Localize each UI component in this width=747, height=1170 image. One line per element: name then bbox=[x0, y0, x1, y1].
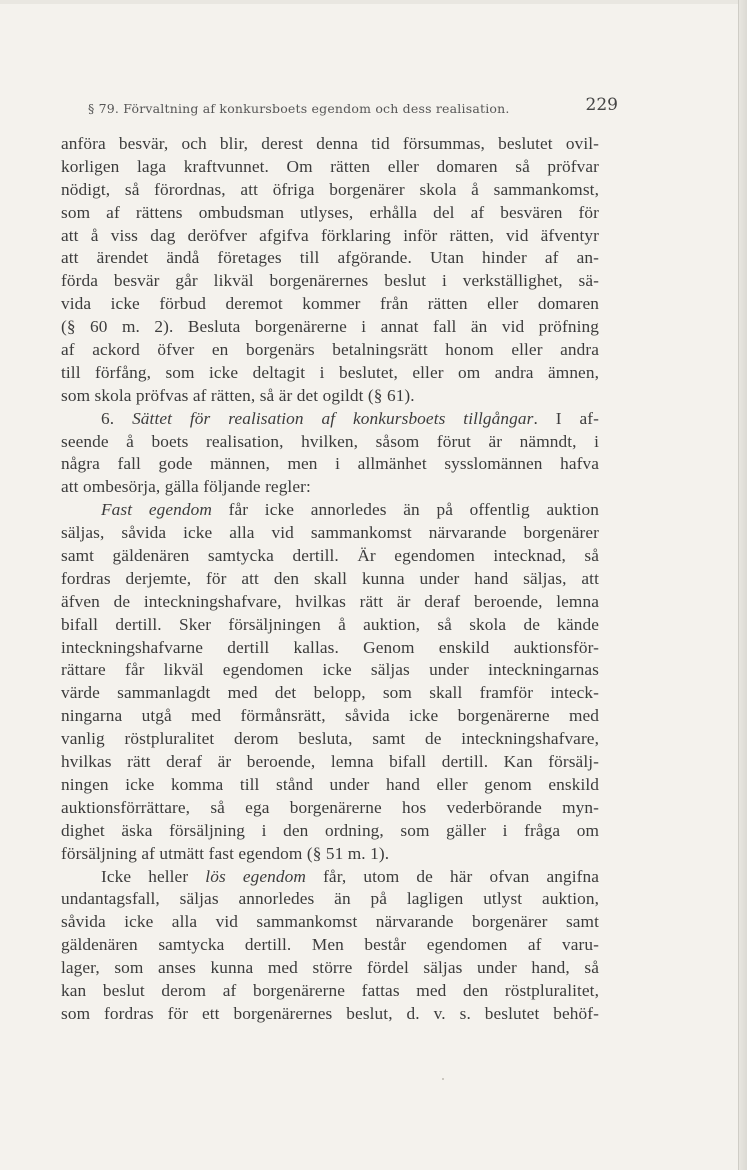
text-run: säljas, såvida icke alla vid sammankomst närvarande borgenärer bbox=[61, 523, 599, 543]
body-text bbox=[61, 133, 599, 1026]
text-run: försäljning af utmätt fast egendom (§ 51 m. 1). bbox=[61, 843, 390, 863]
text-run: lager, som anses kunna med större fördel säljas under hand, så bbox=[61, 958, 599, 978]
text-line bbox=[61, 545, 599, 568]
text-run: hvilkas rätt deraf är beroende, lemna bifall dertill. Kan försälj- bbox=[61, 752, 599, 772]
text-line bbox=[61, 797, 599, 820]
text-run: till förfång, som icke deltagit i beslutet, eller om andra ämnen, bbox=[61, 362, 599, 382]
text-line bbox=[61, 843, 599, 866]
text-line bbox=[61, 408, 599, 431]
text-run: rättare får likväl egendomen icke säljas under inteckningarnas bbox=[61, 660, 599, 680]
text-line bbox=[61, 293, 599, 316]
page-number: 229 bbox=[585, 95, 618, 115]
text-run: seende å boets realisation, hvilken, såsom förut är nämndt, i bbox=[61, 431, 599, 451]
text-line bbox=[61, 270, 599, 293]
text-line bbox=[61, 888, 599, 911]
text-line bbox=[61, 339, 599, 362]
text-run: dighet äska försäljning i den ordning, som gäller i fråga om bbox=[61, 820, 599, 840]
text-run: gäldenären samtycka dertill. Men består egendomen af varu- bbox=[61, 935, 599, 955]
text-run: undantagsfall, säljas annorledes än på lagligen utlyst auktion, bbox=[61, 889, 599, 909]
text-line bbox=[61, 728, 599, 751]
text-run: får icke annorledes än på offentlig auktion bbox=[211, 500, 599, 520]
text-run: kan beslut derom af borgenärerne fattas med den röstpluralitet, bbox=[61, 980, 599, 1000]
text-line bbox=[61, 774, 599, 797]
text-run: 6. bbox=[101, 408, 133, 428]
text-run: förda besvär går likväl borgenärernes beslut i verkställighet, sä- bbox=[61, 271, 599, 291]
text-line bbox=[61, 751, 599, 774]
text-run: bifall dertill. Sker försäljningen å auktion, så skola de kände bbox=[61, 614, 599, 634]
text-run: korligen laga kraftvunnet. Om rätten eller domaren så pröfvar bbox=[61, 156, 599, 176]
text-line bbox=[61, 866, 599, 889]
text-line bbox=[61, 522, 599, 545]
text-run: såvida icke alla vid sammankomst närvarande borgenärer samt bbox=[61, 912, 599, 932]
text-run: vanlig röstpluralitet derom besluta, samt de inteckningshafvare, bbox=[61, 729, 599, 749]
page-right-edge bbox=[738, 0, 747, 1170]
text-line bbox=[61, 637, 599, 660]
text-run: Icke heller bbox=[101, 866, 206, 886]
text-line bbox=[61, 453, 599, 476]
italic-phrase: lös egendom bbox=[205, 866, 306, 886]
text-run: äfven de inteckningshafvare, hvilkas rätt är deraf beroende, lemna bbox=[61, 591, 599, 611]
running-header bbox=[88, 95, 618, 123]
text-line bbox=[61, 499, 599, 522]
text-run: får, utom de här ofvan angifna bbox=[305, 866, 599, 886]
text-run: några fall gode männen, men i allmänhet sysslomännen hafva bbox=[61, 454, 599, 474]
text-line bbox=[61, 614, 599, 637]
text-run: . I af- bbox=[533, 408, 599, 428]
italic-phrase: Fast egendom bbox=[101, 500, 212, 520]
text-line bbox=[61, 705, 599, 728]
text-line bbox=[61, 156, 599, 179]
text-line bbox=[61, 659, 599, 682]
text-line bbox=[61, 820, 599, 843]
text-line bbox=[61, 934, 599, 957]
text-run: nödigt, så förordnas, att öfriga borgenärer skola å sammankomst, bbox=[61, 179, 599, 199]
text-run: ningen icke komma till stånd under hand eller genom enskild bbox=[61, 774, 599, 794]
text-run: af ackord öfver en borgenärs betalningsrätt honom eller andra bbox=[61, 340, 599, 360]
text-line bbox=[61, 980, 599, 1003]
text-line bbox=[61, 911, 599, 934]
text-line bbox=[61, 362, 599, 385]
text-run: ningarna utgå med förmånsrätt, såvida icke borgenärerne med bbox=[61, 706, 599, 726]
text-run: vida icke förbud deremot kommer från rätten eller domaren bbox=[61, 294, 599, 314]
text-line bbox=[61, 591, 599, 614]
text-run: som skola pröfvas af rätten, så är det ogildt (§ 61). bbox=[61, 385, 415, 405]
text-run: som af rättens ombudsman utlyses, erhålla del af besvären för bbox=[61, 202, 599, 222]
text-run: som fordras för ett borgenärernes beslut, d. v. s. beslutet behöf- bbox=[61, 1003, 599, 1023]
text-run: auktionsförrättare, så ega borgenärerne hos vederbörande myn- bbox=[61, 797, 599, 817]
running-head-text: § 79. Förvaltning af konkursboets egendom och dess realisation. bbox=[88, 101, 510, 116]
text-line bbox=[61, 202, 599, 225]
text-line bbox=[61, 682, 599, 705]
text-line bbox=[61, 316, 599, 339]
paper-speck bbox=[442, 1078, 444, 1080]
text-line bbox=[61, 1003, 599, 1026]
text-line bbox=[61, 957, 599, 980]
text-line bbox=[61, 225, 599, 248]
text-line bbox=[61, 133, 599, 156]
text-line bbox=[61, 385, 599, 408]
text-run: att å viss dag deröfver afgifva förklaring inför rätten, vid äfventyr bbox=[61, 225, 599, 245]
text-line bbox=[61, 431, 599, 454]
page-top-edge bbox=[0, 0, 739, 4]
text-run: anföra besvär, och blir, derest denna tid försummas, beslutet ovil- bbox=[61, 134, 599, 153]
text-run: att ombesörja, gälla följande regler: bbox=[61, 477, 311, 497]
text-run: fordras derjemte, för att den skall kunna under hand säljas, att bbox=[61, 568, 599, 588]
text-line bbox=[61, 247, 599, 270]
text-line bbox=[61, 568, 599, 591]
text-run: (§ 60 m. 2). Besluta borgenärerne i annat fall än vid pröfning bbox=[61, 317, 599, 337]
text-run: värde sammanlagdt med det belopp, som skall framför inteck- bbox=[61, 683, 599, 703]
text-run: inteckningshafvarne dertill kallas. Genom enskild auktionsför- bbox=[61, 637, 599, 657]
italic-phrase: Sättet för realisation af konkursboets tillgångar bbox=[132, 408, 534, 428]
text-run: att ärendet ändå företages till afgörande. Utan hinder af an- bbox=[61, 248, 599, 268]
text-line bbox=[61, 179, 599, 202]
text-line bbox=[61, 476, 599, 499]
text-run: samt gäldenären samtycka dertill. Är egendomen intecknad, så bbox=[61, 546, 599, 566]
